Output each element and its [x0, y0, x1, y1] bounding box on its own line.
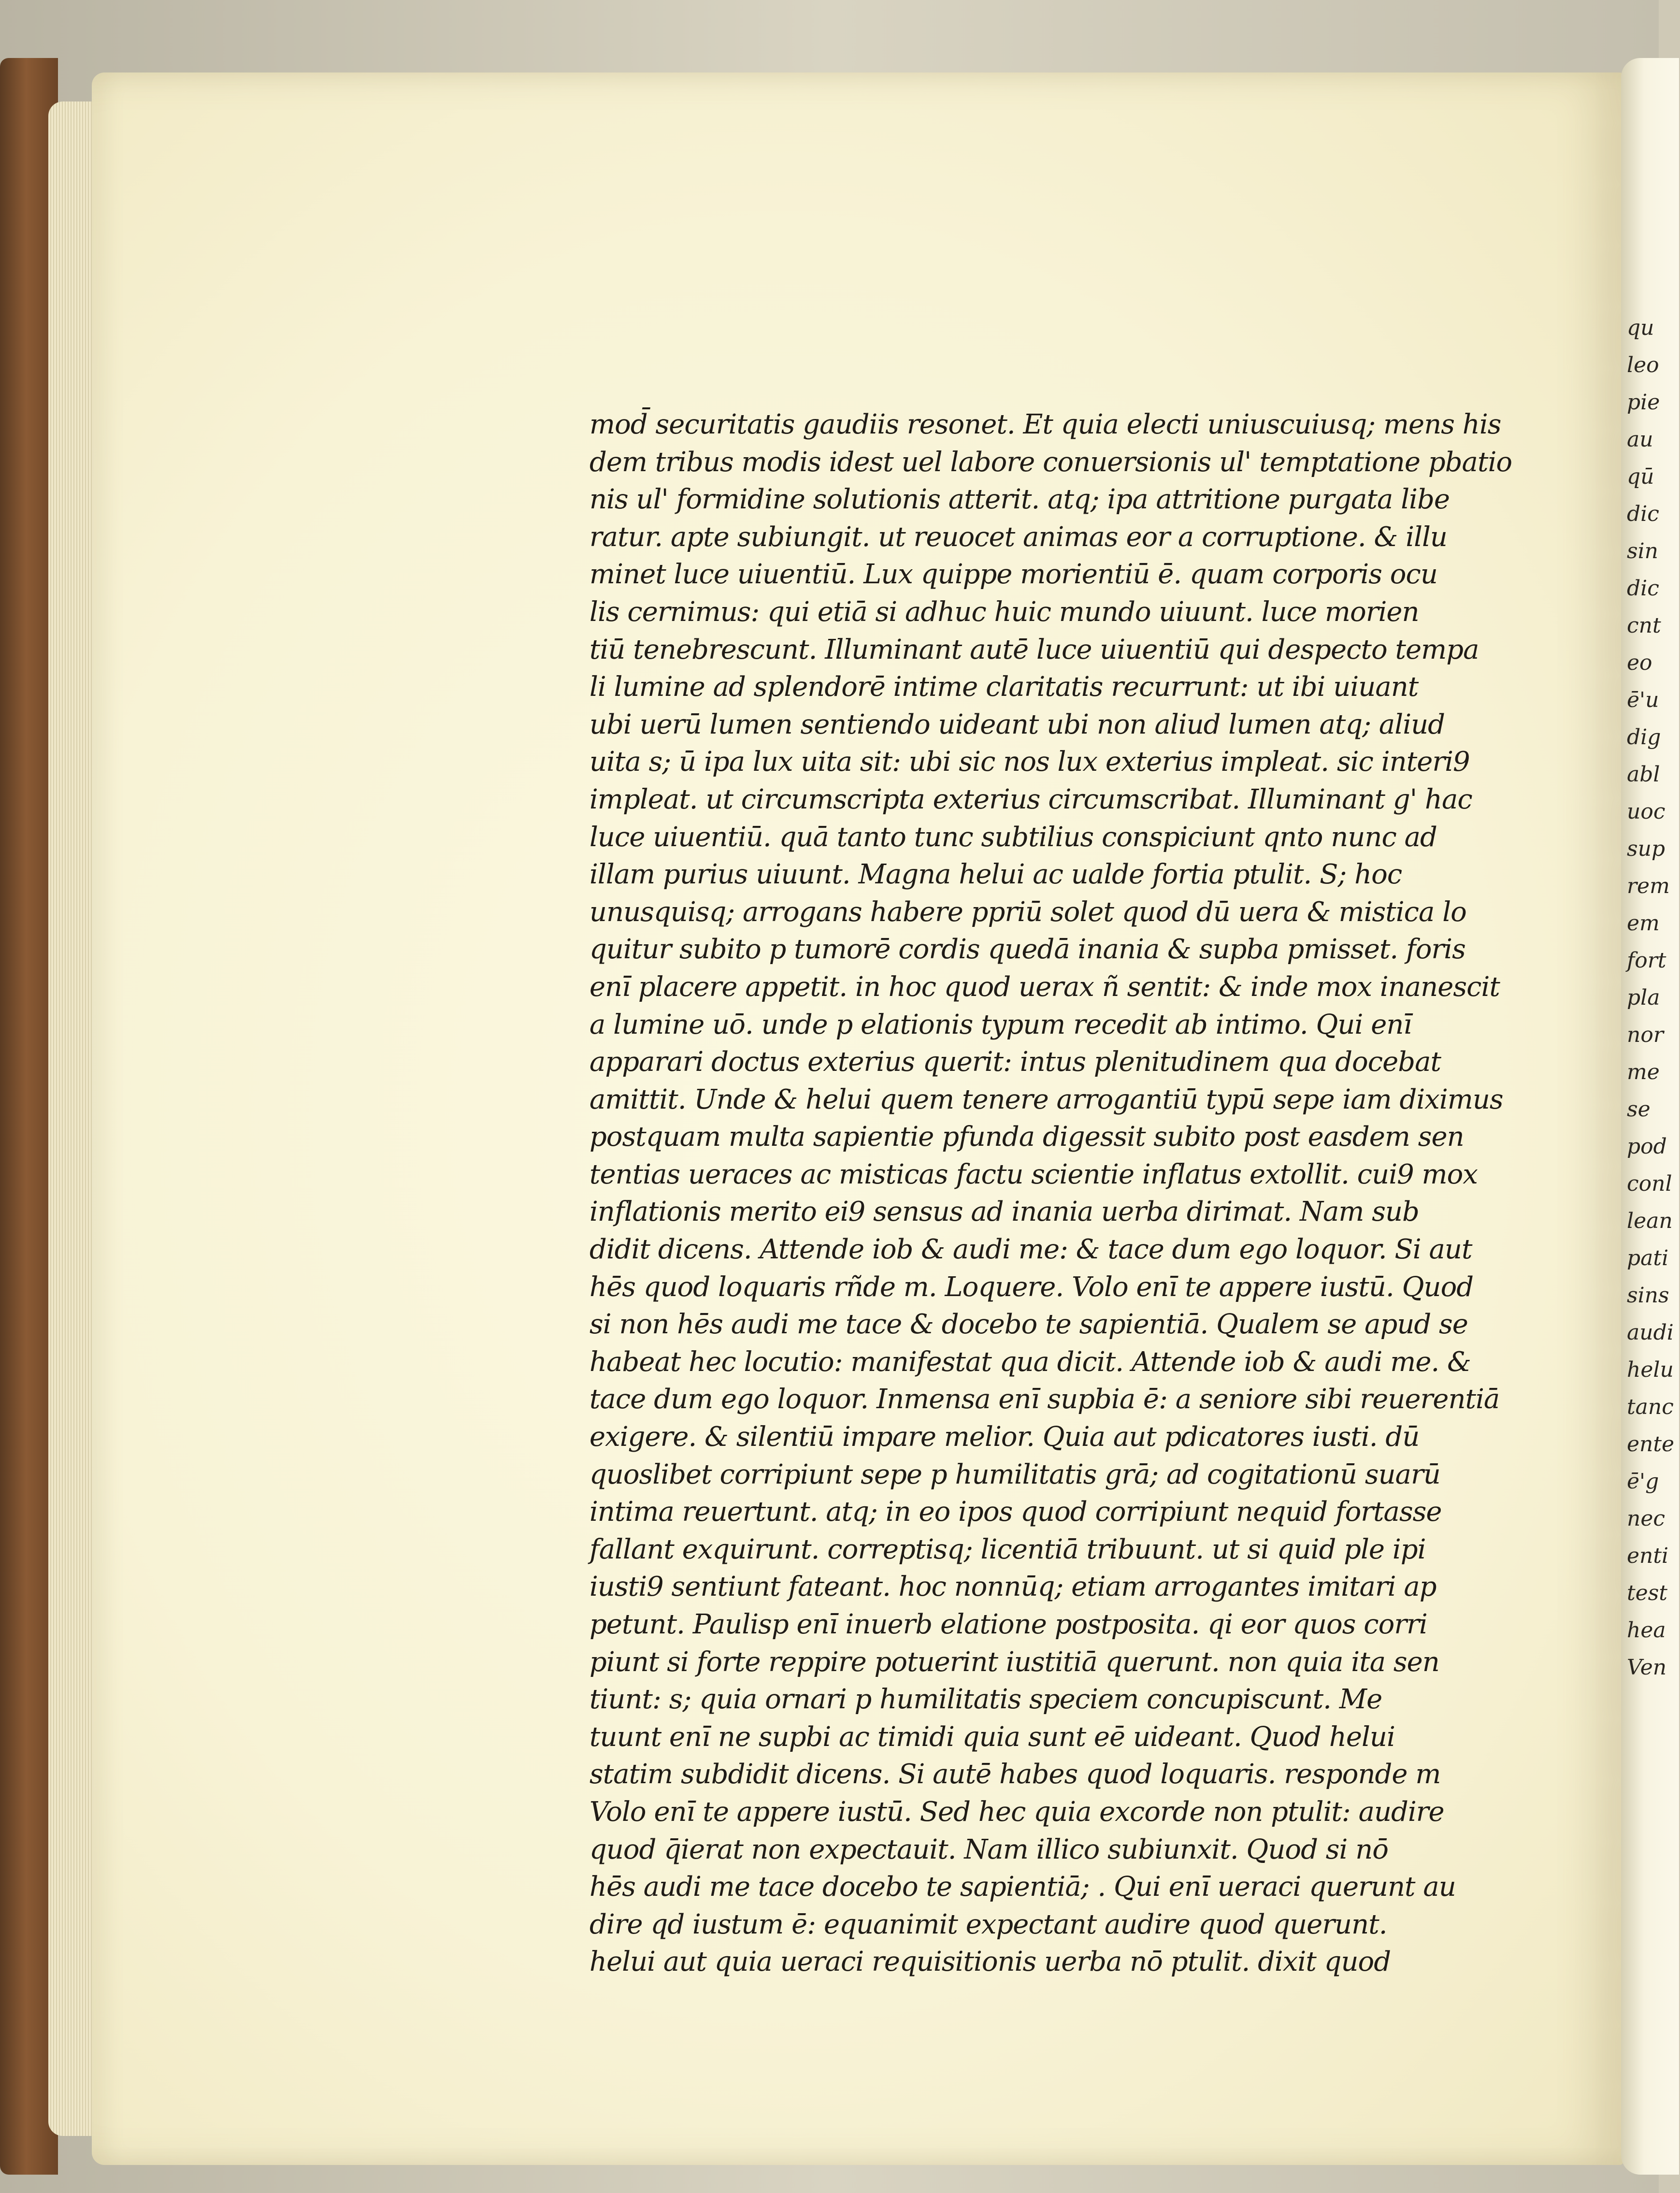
text-line: minet luce uiuentiū. Lux quippe morientiū ē. quam corporis ocu: [589, 559, 1437, 591]
text-line: uita s; ū ipa lux uita sit: ubi sic nos lux exterius impleat. sic interi9: [589, 746, 1470, 778]
text-line: didit dicens. Attende iob & audi me: & tace dum ego loquor. Si aut: [589, 1234, 1472, 1266]
manuscript-page: [92, 72, 1623, 2165]
text-line: si non hēs audi me tace & docebo te sapientiā. Qualem se apud se: [589, 1309, 1468, 1341]
facing-text-fragment: au: [1627, 427, 1653, 452]
text-line: tace dum ego loquor. Inmensa enī supbia ē: a seniore sibi reuerentiā: [589, 1384, 1500, 1415]
text-line: enī placere appetit. in hoc quod uerax ñ sentit: & inde mox inanescit: [589, 971, 1500, 1003]
text-line: iusti9 sentiunt fateant. hoc nonnūq; etiam arrogantes imitari ap: [589, 1571, 1436, 1603]
text-line: tiunt: s; quia ornari p humilitatis speciem concupiscunt. Me: [589, 1684, 1382, 1716]
facing-text-fragment: helu: [1627, 1357, 1674, 1382]
text-line: quod q̄ierat non expectauit. Nam illico subiunxit. Quod si nō: [589, 1833, 1389, 1865]
text-line: apparari doctus exterius querit: intus plenitudinem qua docebat: [589, 1046, 1441, 1078]
facing-text-fragment: pie: [1627, 390, 1660, 415]
facing-text-fragment: enti: [1627, 1544, 1669, 1568]
text-line: dem tribus modis idest uel labore conuersionis ul' temptatione pbatio: [589, 446, 1512, 478]
facing-text-fragment: hea: [1627, 1618, 1666, 1643]
text-line: dire qd iustum ē: equanimit expectant audire quod querunt.: [589, 1908, 1387, 1940]
text-line: nis ul' formidine solutionis atterit. atq; ipa attritione purgata libe: [589, 484, 1450, 516]
facing-text-fragment: qū: [1627, 464, 1654, 489]
text-line: impleat. ut circumscripta exterius circumscribat. Illuminant g' hac: [589, 783, 1472, 815]
text-line: illam purius uiuunt. Magna helui ac ualde fortia ptulit. S; hoc: [589, 859, 1402, 891]
facing-text-fragment: dic: [1627, 502, 1659, 526]
text-line: hēs audi me tace docebo te sapientiā; . Qui enī ueraci querunt au: [589, 1871, 1456, 1903]
text-line: exigere. & silentiū impare melior. Quia aut pdicatores iusti. dū: [589, 1421, 1420, 1453]
facing-text-fragment: audi: [1627, 1320, 1674, 1345]
facing-text-fragment: abl: [1627, 762, 1660, 787]
facing-text-fragment: dig: [1627, 725, 1661, 750]
facing-page-text: [1627, 309, 1680, 1686]
facing-text-fragment: tanc: [1627, 1395, 1674, 1419]
text-line: unusquisq; arrogans habere ppriū solet quod dū uera & mistica lo: [589, 896, 1466, 928]
facing-text-fragment: Ven: [1627, 1655, 1667, 1680]
text-line: Volo enī te appere iustū. Sed hec quia excorde non ptulit: audire: [589, 1796, 1444, 1828]
facing-text-fragment: qu: [1627, 316, 1654, 340]
text-line: amittit. Unde & helui quem tenere arrogantiū typū sepe iam diximus: [589, 1083, 1503, 1115]
text-line: statim subdidit dicens. Si autē habes quod loquaris. responde m: [589, 1759, 1441, 1790]
facing-text-fragment: test: [1627, 1581, 1667, 1605]
facing-text-fragment: se: [1627, 1097, 1651, 1122]
facing-text-fragment: sins: [1627, 1283, 1669, 1308]
facing-text-fragment: leo: [1627, 353, 1659, 377]
facing-text-fragment: sup: [1627, 837, 1666, 861]
facing-text-fragment: ē'u: [1627, 688, 1659, 712]
facing-text-fragment: ente: [1627, 1432, 1675, 1457]
facing-text-fragment: pla: [1627, 985, 1660, 1010]
page-edges: [48, 101, 97, 2136]
text-line: petunt. Paulisp enī inuerb elatione postposita. qi eor quos corri: [589, 1609, 1427, 1640]
text-line: a lumine uō. unde p elationis typum recedit ab intimo. Qui enī: [589, 1009, 1412, 1040]
facing-text-fragment: em: [1627, 911, 1660, 936]
text-line: ratur. apte subiungit. ut reuocet animas eor a corruptione. & illu: [589, 521, 1447, 553]
text-line: hēs quod loquaris rñde m. Loquere. Volo enī te appere iustū. Quod: [589, 1271, 1474, 1303]
facing-text-fragment: nor: [1627, 1023, 1664, 1047]
text-line: piunt si forte reppire potuerint iustitiā querunt. non quia ita sen: [589, 1646, 1439, 1678]
text-line: ubi uerū lumen sentiendo uideant ubi non aliud lumen atq; aliud: [589, 708, 1445, 740]
facing-text-fragment: me: [1627, 1060, 1660, 1084]
text-line: postquam multa sapientie pfunda digessit subito post easdem sen: [589, 1121, 1464, 1153]
text-line: intima reuertunt. atq; in eo ipos quod corripiunt nequid fortasse: [589, 1496, 1442, 1528]
text-line: tuunt enī ne supbi ac timidi quia sunt eē uideant. Quod helui: [589, 1721, 1395, 1753]
facing-page: [1621, 58, 1679, 2175]
text-line: inflationis merito ei9 sensus ad inania uerba dirimat. Nam sub: [589, 1196, 1419, 1228]
text-line: quitur subito p tumorē cordis quedā inania & supba pmisset. foris: [589, 934, 1465, 966]
text-block: [589, 406, 1556, 1981]
facing-text-fragment: sin: [1627, 539, 1658, 563]
text-line: lis cernimus: qui etiā si adhuc huic mundo uiuunt. luce morien: [589, 596, 1419, 628]
facing-text-fragment: conl: [1627, 1171, 1672, 1196]
facing-text-fragment: pod: [1627, 1134, 1667, 1159]
text-line: mod̄ securitatis gaudiis resonet. Et quia electi uniuscuiusq; mens his: [589, 409, 1501, 440]
text-line: tiū tenebrescunt. Illuminant autē luce uiuentiū qui despecto tempa: [589, 634, 1479, 665]
text-line: habeat hec locutio: manifestat qua dicit. Attende iob & audi me. &: [589, 1346, 1471, 1378]
facing-text-fragment: pati: [1627, 1246, 1669, 1270]
facing-text-fragment: nec: [1627, 1506, 1666, 1531]
text-line: fallant exquirunt. correptisq; licentiā tribuunt. ut si quid ple ipi: [589, 1533, 1426, 1565]
text-line: tentias ueraces ac misticas factu scientie inflatus extollit. cui9 mox: [589, 1158, 1478, 1190]
facing-text-fragment: rem: [1627, 874, 1670, 898]
text-line: helui aut quia ueraci requisitionis uerba nō ptulit. dixit quod: [589, 1946, 1391, 1978]
facing-text-fragment: cnt: [1627, 613, 1661, 638]
facing-text-fragment: fort: [1627, 948, 1666, 973]
facing-text-fragment: ē'g: [1627, 1469, 1659, 1494]
text-line: luce uiuentiū. quā tanto tunc subtilius conspiciunt qnto nunc ad: [589, 821, 1437, 853]
facing-text-fragment: lean: [1627, 1209, 1673, 1233]
facing-text-fragment: eo: [1627, 650, 1652, 675]
text-line: li lumine ad splendorē intime claritatis recurrunt: ut ibi uiuant: [589, 671, 1419, 703]
text-line: quoslibet corripiunt sepe p humilitatis grā; ad cogitationū suarū: [589, 1458, 1440, 1490]
facing-text-fragment: dic: [1627, 576, 1659, 601]
facing-text-fragment: uoc: [1627, 799, 1666, 824]
